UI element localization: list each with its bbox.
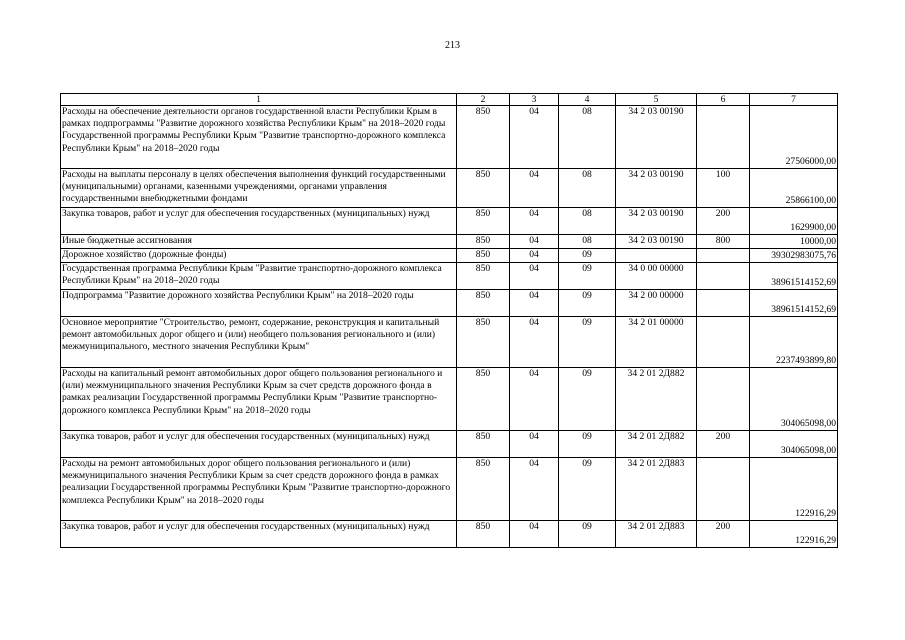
table-row xyxy=(61,368,838,431)
row-code-3: 04 xyxy=(510,290,559,317)
row-code-3: 04 xyxy=(510,235,559,249)
row-code-2: 850 xyxy=(457,106,510,169)
row-amount: 304065098,00 xyxy=(750,431,838,458)
row-code-4: 08 xyxy=(559,208,616,235)
row-code-6: 200 xyxy=(697,431,750,458)
row-code-6 xyxy=(697,290,750,317)
row-code-5: 34 2 03 00190 xyxy=(616,106,697,169)
row-name: Основное мероприятие "Строительство, ремонт, содержание, реконструкция и капитальный ремонт автомобильных дорог общего и (или) необщего пользования регионального и (или) межмуниципального, местного значения Республики Крым" xyxy=(61,317,457,368)
row-amount: 1629900,00 xyxy=(750,208,838,235)
table-row xyxy=(61,458,838,521)
column-header: 4 xyxy=(559,94,616,106)
row-code-6 xyxy=(697,368,750,431)
row-code-4: 09 xyxy=(559,431,616,458)
row-code-6 xyxy=(697,106,750,169)
row-code-2: 850 xyxy=(457,263,510,290)
row-code-2: 850 xyxy=(457,368,510,431)
row-code-5: 34 2 01 2Д883 xyxy=(616,521,697,548)
row-code-4: 09 xyxy=(559,368,616,431)
row-amount: 10000,00 xyxy=(750,235,838,249)
table-row xyxy=(61,208,838,235)
row-code-6: 200 xyxy=(697,521,750,548)
table-header-row xyxy=(61,94,838,106)
row-name: Расходы на ремонт автомобильных дорог общего пользования регионального и (или) межмуниципального значения Республики Крым за счет средств дорожного фонда в рамках реализации Государственной программы Республики Крым "Развитие транспортно-дорожного комплекса Республики Крым" на 2018–2020 годы xyxy=(61,458,457,521)
row-code-3: 04 xyxy=(510,458,559,521)
row-code-4: 08 xyxy=(559,235,616,249)
row-code-6 xyxy=(697,249,750,263)
row-code-3: 04 xyxy=(510,106,559,169)
table-row xyxy=(61,290,838,317)
row-amount: 122916,29 xyxy=(750,521,838,548)
table-row xyxy=(61,249,838,263)
row-code-5: 34 2 01 00000 xyxy=(616,317,697,368)
row-amount: 39302983075,76 xyxy=(750,249,838,263)
row-name: Дорожное хозяйство (дорожные фонды) xyxy=(61,249,457,263)
row-code-4: 09 xyxy=(559,458,616,521)
row-code-5: 34 2 01 2Д882 xyxy=(616,368,697,431)
row-amount: 38961514152,69 xyxy=(750,263,838,290)
page-number: 213 xyxy=(445,40,460,51)
row-code-4: 09 xyxy=(559,290,616,317)
row-code-6 xyxy=(697,317,750,368)
row-amount: 2237493899,80 xyxy=(750,317,838,368)
row-code-4: 09 xyxy=(559,249,616,263)
row-code-4: 09 xyxy=(559,263,616,290)
column-header: 7 xyxy=(750,94,838,106)
row-code-6: 800 xyxy=(697,235,750,249)
row-name: Закупка товаров, работ и услуг для обеспечения государственных (муниципальных) нужд xyxy=(61,431,457,458)
row-code-3: 04 xyxy=(510,208,559,235)
row-code-5: 34 2 03 00190 xyxy=(616,169,697,208)
table-row xyxy=(61,169,838,208)
row-code-5: 34 2 03 00190 xyxy=(616,235,697,249)
row-code-5: 34 2 01 2Д882 xyxy=(616,431,697,458)
row-code-5: 34 2 00 00000 xyxy=(616,290,697,317)
row-code-3: 04 xyxy=(510,249,559,263)
row-code-2: 850 xyxy=(457,249,510,263)
row-code-6 xyxy=(697,263,750,290)
column-header: 5 xyxy=(616,94,697,106)
row-name: Государственная программа Республики Крым "Развитие транспортно-дорожного комплекса Республики Крым" на 2018–2020 годы xyxy=(61,263,457,290)
row-code-5 xyxy=(616,249,697,263)
row-code-6 xyxy=(697,458,750,521)
row-name: Иные бюджетные ассигнования xyxy=(61,235,457,249)
row-name: Закупка товаров, работ и услуг для обеспечения государственных (муниципальных) нужд xyxy=(61,521,457,548)
row-code-2: 850 xyxy=(457,317,510,368)
row-name: Подпрограмма "Развитие дорожного хозяйства Республики Крым" на 2018–2020 годы xyxy=(61,290,457,317)
row-code-5: 34 0 00 00000 xyxy=(616,263,697,290)
row-name: Расходы на выплаты персоналу в целях обеспечения выполнения функций государственными (муниципальными) органами, казенными учреждениями, органами управления государственными внебюджетными фондами xyxy=(61,169,457,208)
table-row xyxy=(61,106,838,169)
table-row xyxy=(61,263,838,290)
row-code-2: 850 xyxy=(457,208,510,235)
row-code-2: 850 xyxy=(457,458,510,521)
row-code-2: 850 xyxy=(457,290,510,317)
row-amount: 25866100,00 xyxy=(750,169,838,208)
column-header: 1 xyxy=(61,94,457,106)
column-header: 2 xyxy=(457,94,510,106)
row-amount: 38961514152,69 xyxy=(750,290,838,317)
row-code-4: 08 xyxy=(559,106,616,169)
table-row xyxy=(61,235,838,249)
row-code-2: 850 xyxy=(457,431,510,458)
row-code-2: 850 xyxy=(457,521,510,548)
row-name: Расходы на обеспечение деятельности органов государственной власти Республики Крым в рамках подпрограммы "Развитие дорожного хозяйства Республики Крым" на 2018–2020 годы Государственной программы Республики Крым "Развитие транспортно-дорожного комплекса Республики Крым" на 2018–2020 годы xyxy=(61,106,457,169)
row-amount: 27506000,00 xyxy=(750,106,838,169)
row-code-5: 34 2 03 00190 xyxy=(616,208,697,235)
row-code-3: 04 xyxy=(510,317,559,368)
row-code-3: 04 xyxy=(510,368,559,431)
budget-table xyxy=(60,93,838,548)
row-code-3: 04 xyxy=(510,431,559,458)
row-code-4: 09 xyxy=(559,521,616,548)
row-code-6: 100 xyxy=(697,169,750,208)
row-code-2: 850 xyxy=(457,235,510,249)
row-code-5: 34 2 01 2Д883 xyxy=(616,458,697,521)
row-amount: 122916,29 xyxy=(750,458,838,521)
table-row xyxy=(61,431,838,458)
row-name: Расходы на капитальный ремонт автомобильных дорог общего пользования регионального и (или) межмуниципального значения Республики Крым за счет средств дорожного фонда в рамках реализации Государственной программы Республики Крым "Развитие транспортно-дорожного комплекса Республики Крым" на 2018–2020 годы xyxy=(61,368,457,431)
table-row xyxy=(61,521,838,548)
row-name: Закупка товаров, работ и услуг для обеспечения государственных (муниципальных) нужд xyxy=(61,208,457,235)
column-header: 3 xyxy=(510,94,559,106)
table-row xyxy=(61,317,838,368)
row-code-3: 04 xyxy=(510,263,559,290)
row-code-4: 09 xyxy=(559,317,616,368)
row-code-3: 04 xyxy=(510,521,559,548)
row-code-2: 850 xyxy=(457,169,510,208)
row-code-6: 200 xyxy=(697,208,750,235)
row-code-4: 08 xyxy=(559,169,616,208)
row-amount: 304065098,00 xyxy=(750,368,838,431)
column-header: 6 xyxy=(697,94,750,106)
row-code-3: 04 xyxy=(510,169,559,208)
